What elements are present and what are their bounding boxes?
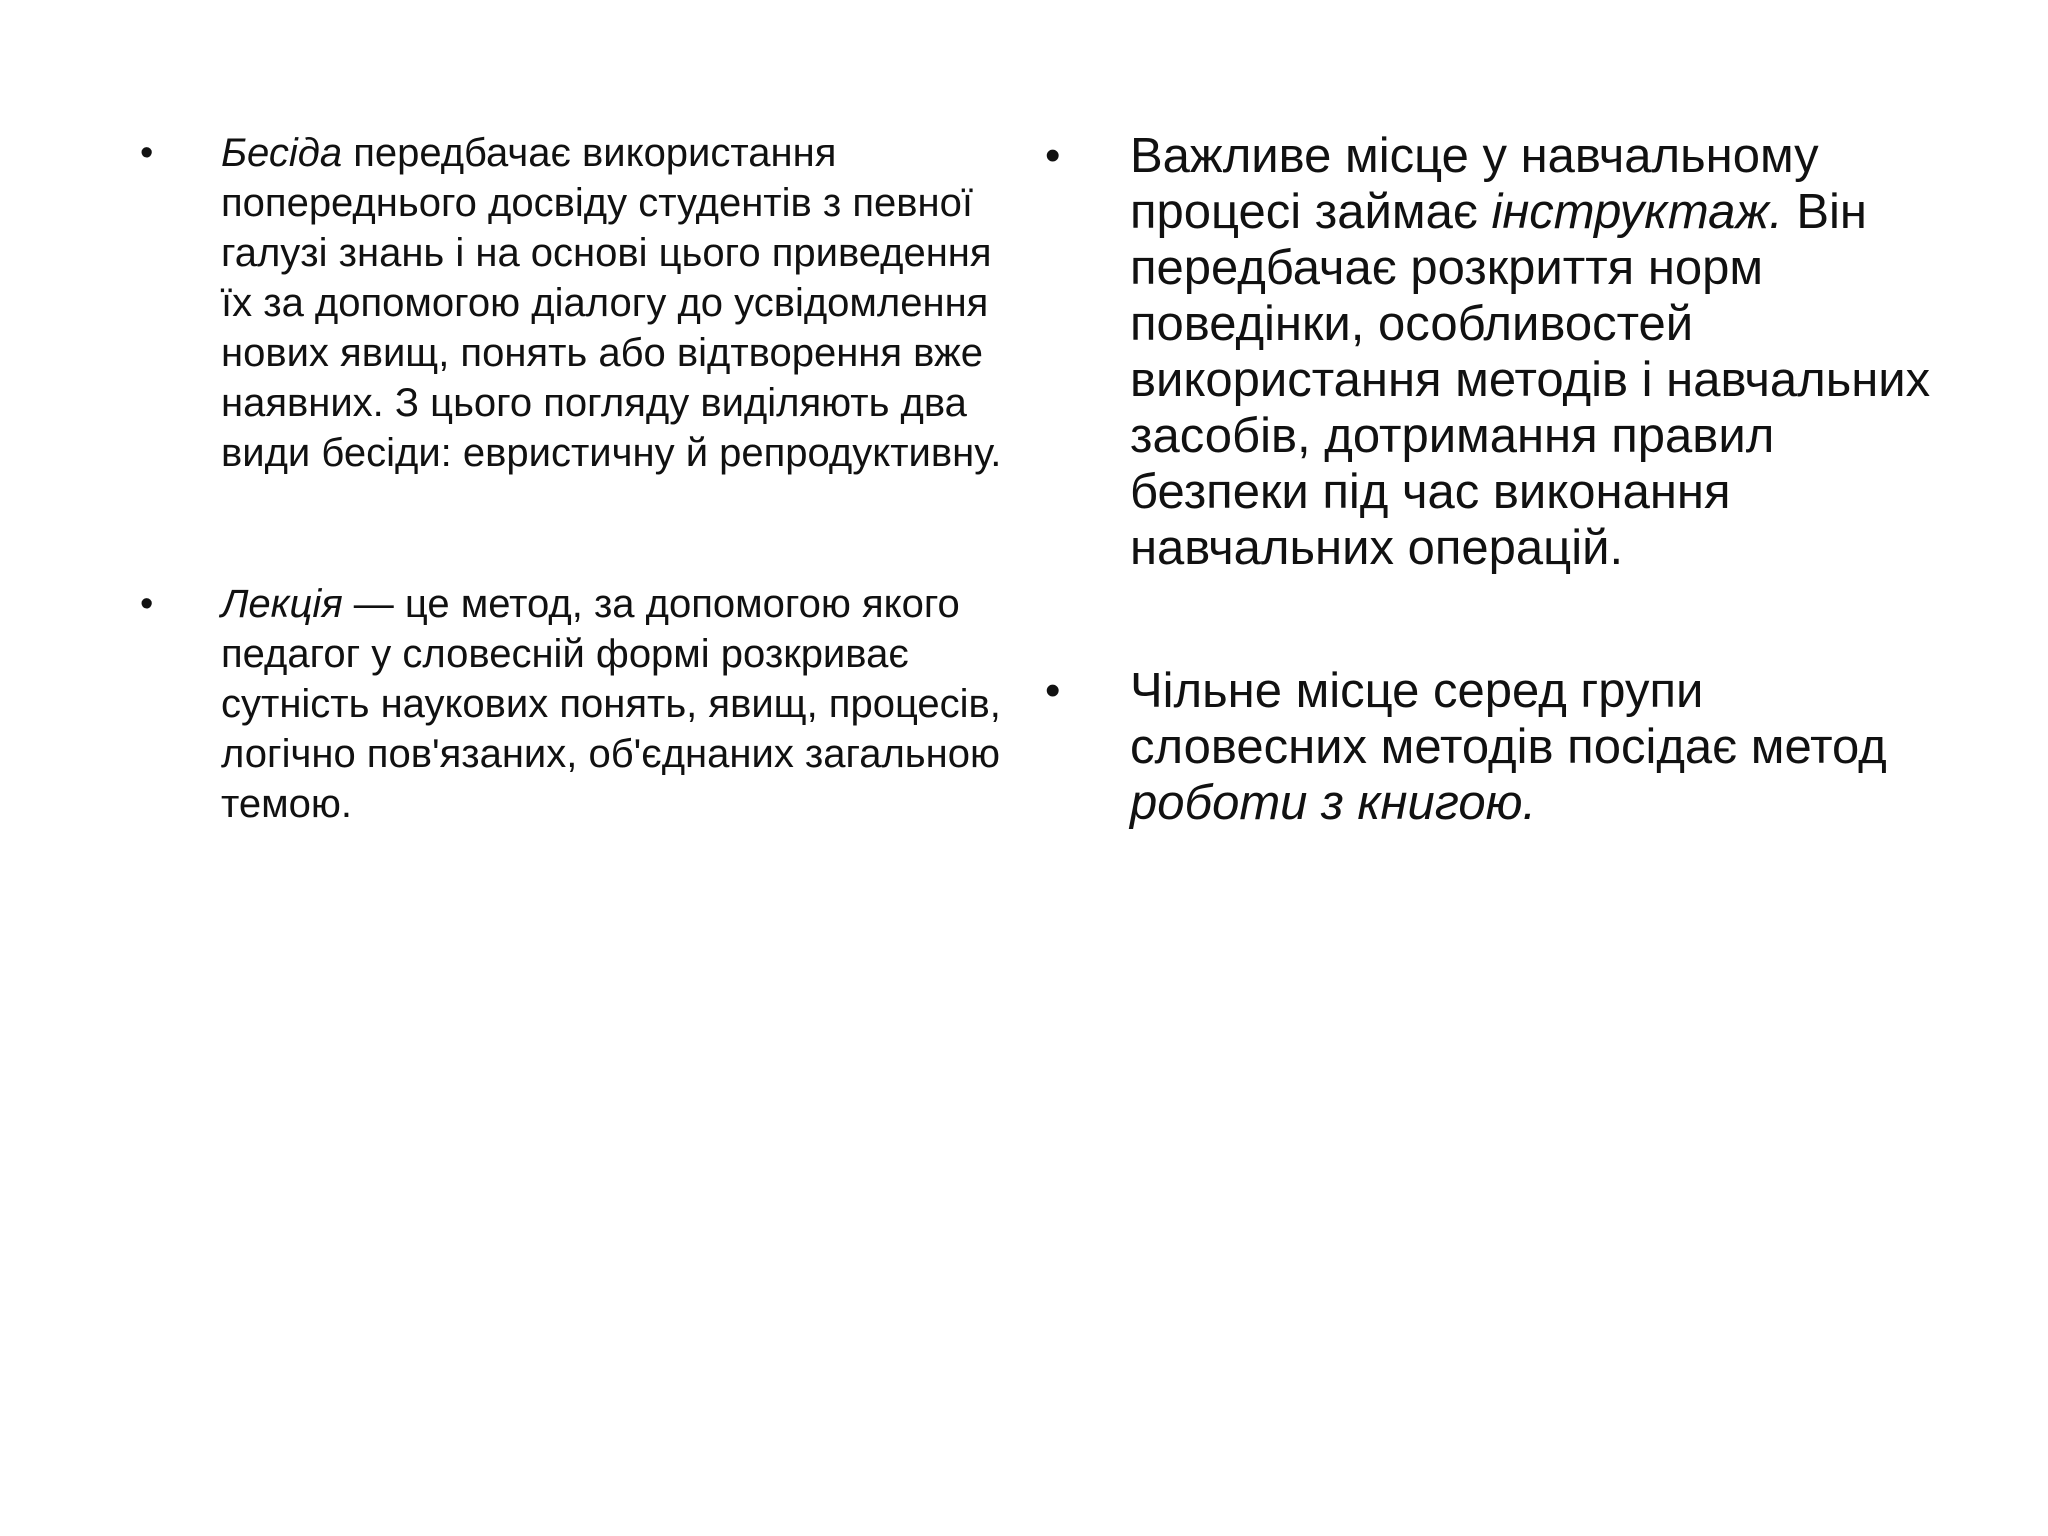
- instruction-text-before: Важливе місце у навчальному процесі займає: [1130, 129, 1819, 239]
- bullet-item-lecture: [140, 579, 1010, 829]
- bullet-dot: •: [140, 132, 154, 174]
- instruction-text-after: Він передбачає розкриття норм поведінки, особливостей використання методів і навчальних засобів, дотримання правил безпеки під час виконання навчальних операцій.: [1130, 185, 1931, 575]
- bullet-item-book-work: [1045, 663, 1945, 831]
- bullet-item-conversation: [140, 128, 1010, 478]
- bullet-dot: •: [140, 583, 154, 625]
- term-lecture: Лекція: [221, 582, 343, 626]
- book-work-text-before: Чільне місце серед групи словесних методів посідає метод: [1130, 664, 1887, 774]
- lecture-text: — це метод, за допомогою якого педагог у словесній формі розкриває сутність наукових понять, явищ, процесів, логічно пов'язаних, об'єднаних загальною темою.: [221, 582, 1001, 826]
- right-column: [1045, 128, 1945, 831]
- bullet-dot: •: [1045, 131, 1061, 180]
- conversation-text: передбачає використання попереднього досвіду студентів з певної галузі знань і на основі цього приведення їх за допомогою діалогу до усвідомлення нових явищ, понять або відтворення вже наявних. З цього погляду виділяють два види бесіди: евристичну й репродуктивну.: [221, 131, 1002, 475]
- left-column: [140, 128, 1010, 829]
- bullet-item-instruction: [1045, 128, 1945, 576]
- bullet-dot: •: [1045, 666, 1061, 715]
- term-book-work: роботи з книгою.: [1130, 776, 1537, 830]
- term-instruction: інструктаж.: [1491, 185, 1783, 239]
- term-conversation: Бесіда: [221, 131, 343, 175]
